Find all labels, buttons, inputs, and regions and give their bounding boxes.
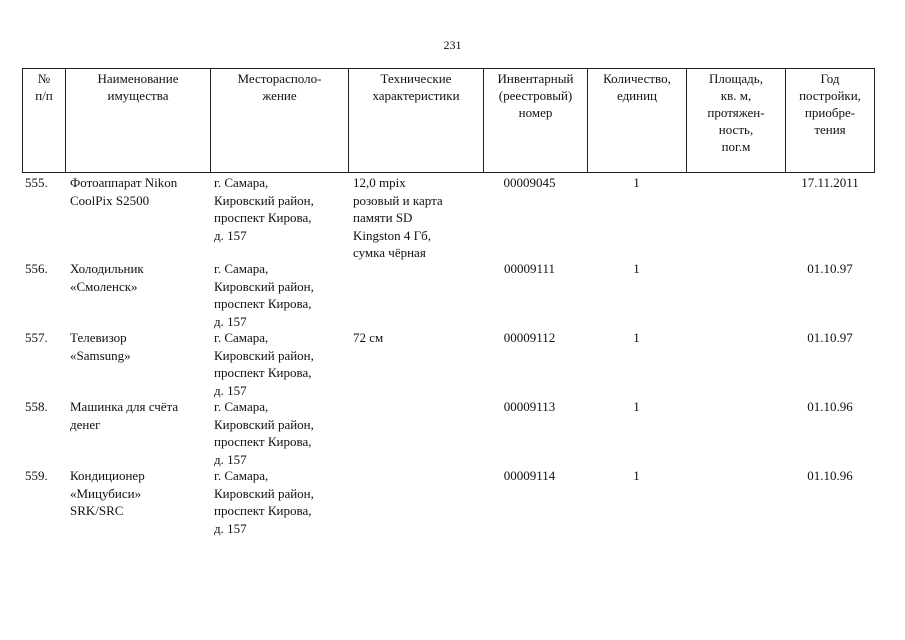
header-specs: Технические характеристики <box>348 69 483 172</box>
table-header <box>22 68 875 173</box>
page-number: 231 <box>443 38 462 52</box>
row-location: г. Самара, Кировский район, проспект Кирова, д. 157 <box>214 175 314 243</box>
row-quantity: 1 <box>633 330 640 345</box>
row-location: г. Самара, Кировский район, проспект Кирова, д. 157 <box>214 261 314 329</box>
row-location: г. Самара, Кировский район, проспект Кирова, д. 157 <box>214 468 314 536</box>
header-quantity: Количество, единиц <box>587 69 686 172</box>
row-quantity: 1 <box>633 399 640 414</box>
row-inventory: 00009112 <box>503 330 556 345</box>
row-num: 556. <box>25 261 48 276</box>
row-num: 555. <box>25 175 48 190</box>
row-year: 17.11.2011 <box>801 175 859 190</box>
row-inventory: 00009114 <box>503 468 556 483</box>
header-num: № п/п <box>22 69 65 172</box>
row-year: 01.10.96 <box>807 399 853 414</box>
header-area: Площадь, кв. м, протяжен- ность, пог.м <box>686 69 785 172</box>
row-name: Телевизор «Samsung» <box>70 330 131 363</box>
header-location: Месторасполо- жение <box>210 69 348 172</box>
row-name: Фотоаппарат Nikon CoolPix S2500 <box>70 175 178 208</box>
row-num: 559. <box>25 468 48 483</box>
row-year: 01.10.97 <box>807 261 853 276</box>
row-quantity: 1 <box>633 261 640 276</box>
row-num: 557. <box>25 330 48 345</box>
row-location: г. Самара, Кировский район, проспект Кирова, д. 157 <box>214 399 314 467</box>
header-year: Год постройки, приобре- тения <box>785 69 875 172</box>
row-inventory: 00009111 <box>503 261 556 276</box>
row-name: Машинка для счёта денег <box>70 399 179 432</box>
row-year: 01.10.97 <box>807 330 853 345</box>
row-quantity: 1 <box>633 175 640 190</box>
row-specs: 72 см <box>353 330 384 345</box>
header-name: Наименование имущества <box>65 69 210 172</box>
row-inventory: 00009045 <box>503 175 556 190</box>
row-inventory: 00009113 <box>503 399 556 414</box>
row-name: Кондиционер «Мицубиси» SRK/SRC <box>70 468 145 518</box>
row-location: г. Самара, Кировский район, проспект Кирова, д. 157 <box>214 330 314 398</box>
row-num: 558. <box>25 399 48 414</box>
row-quantity: 1 <box>633 468 640 483</box>
header-inventory: Инвентарный (реестровый) номер <box>483 69 587 172</box>
row-name: Холодильник «Смоленск» <box>70 261 144 294</box>
row-year: 01.10.96 <box>807 468 853 483</box>
row-specs: 12,0 mpix розовый и карта памяти SD Kingston 4 Гб, сумка чёрная <box>353 175 443 260</box>
